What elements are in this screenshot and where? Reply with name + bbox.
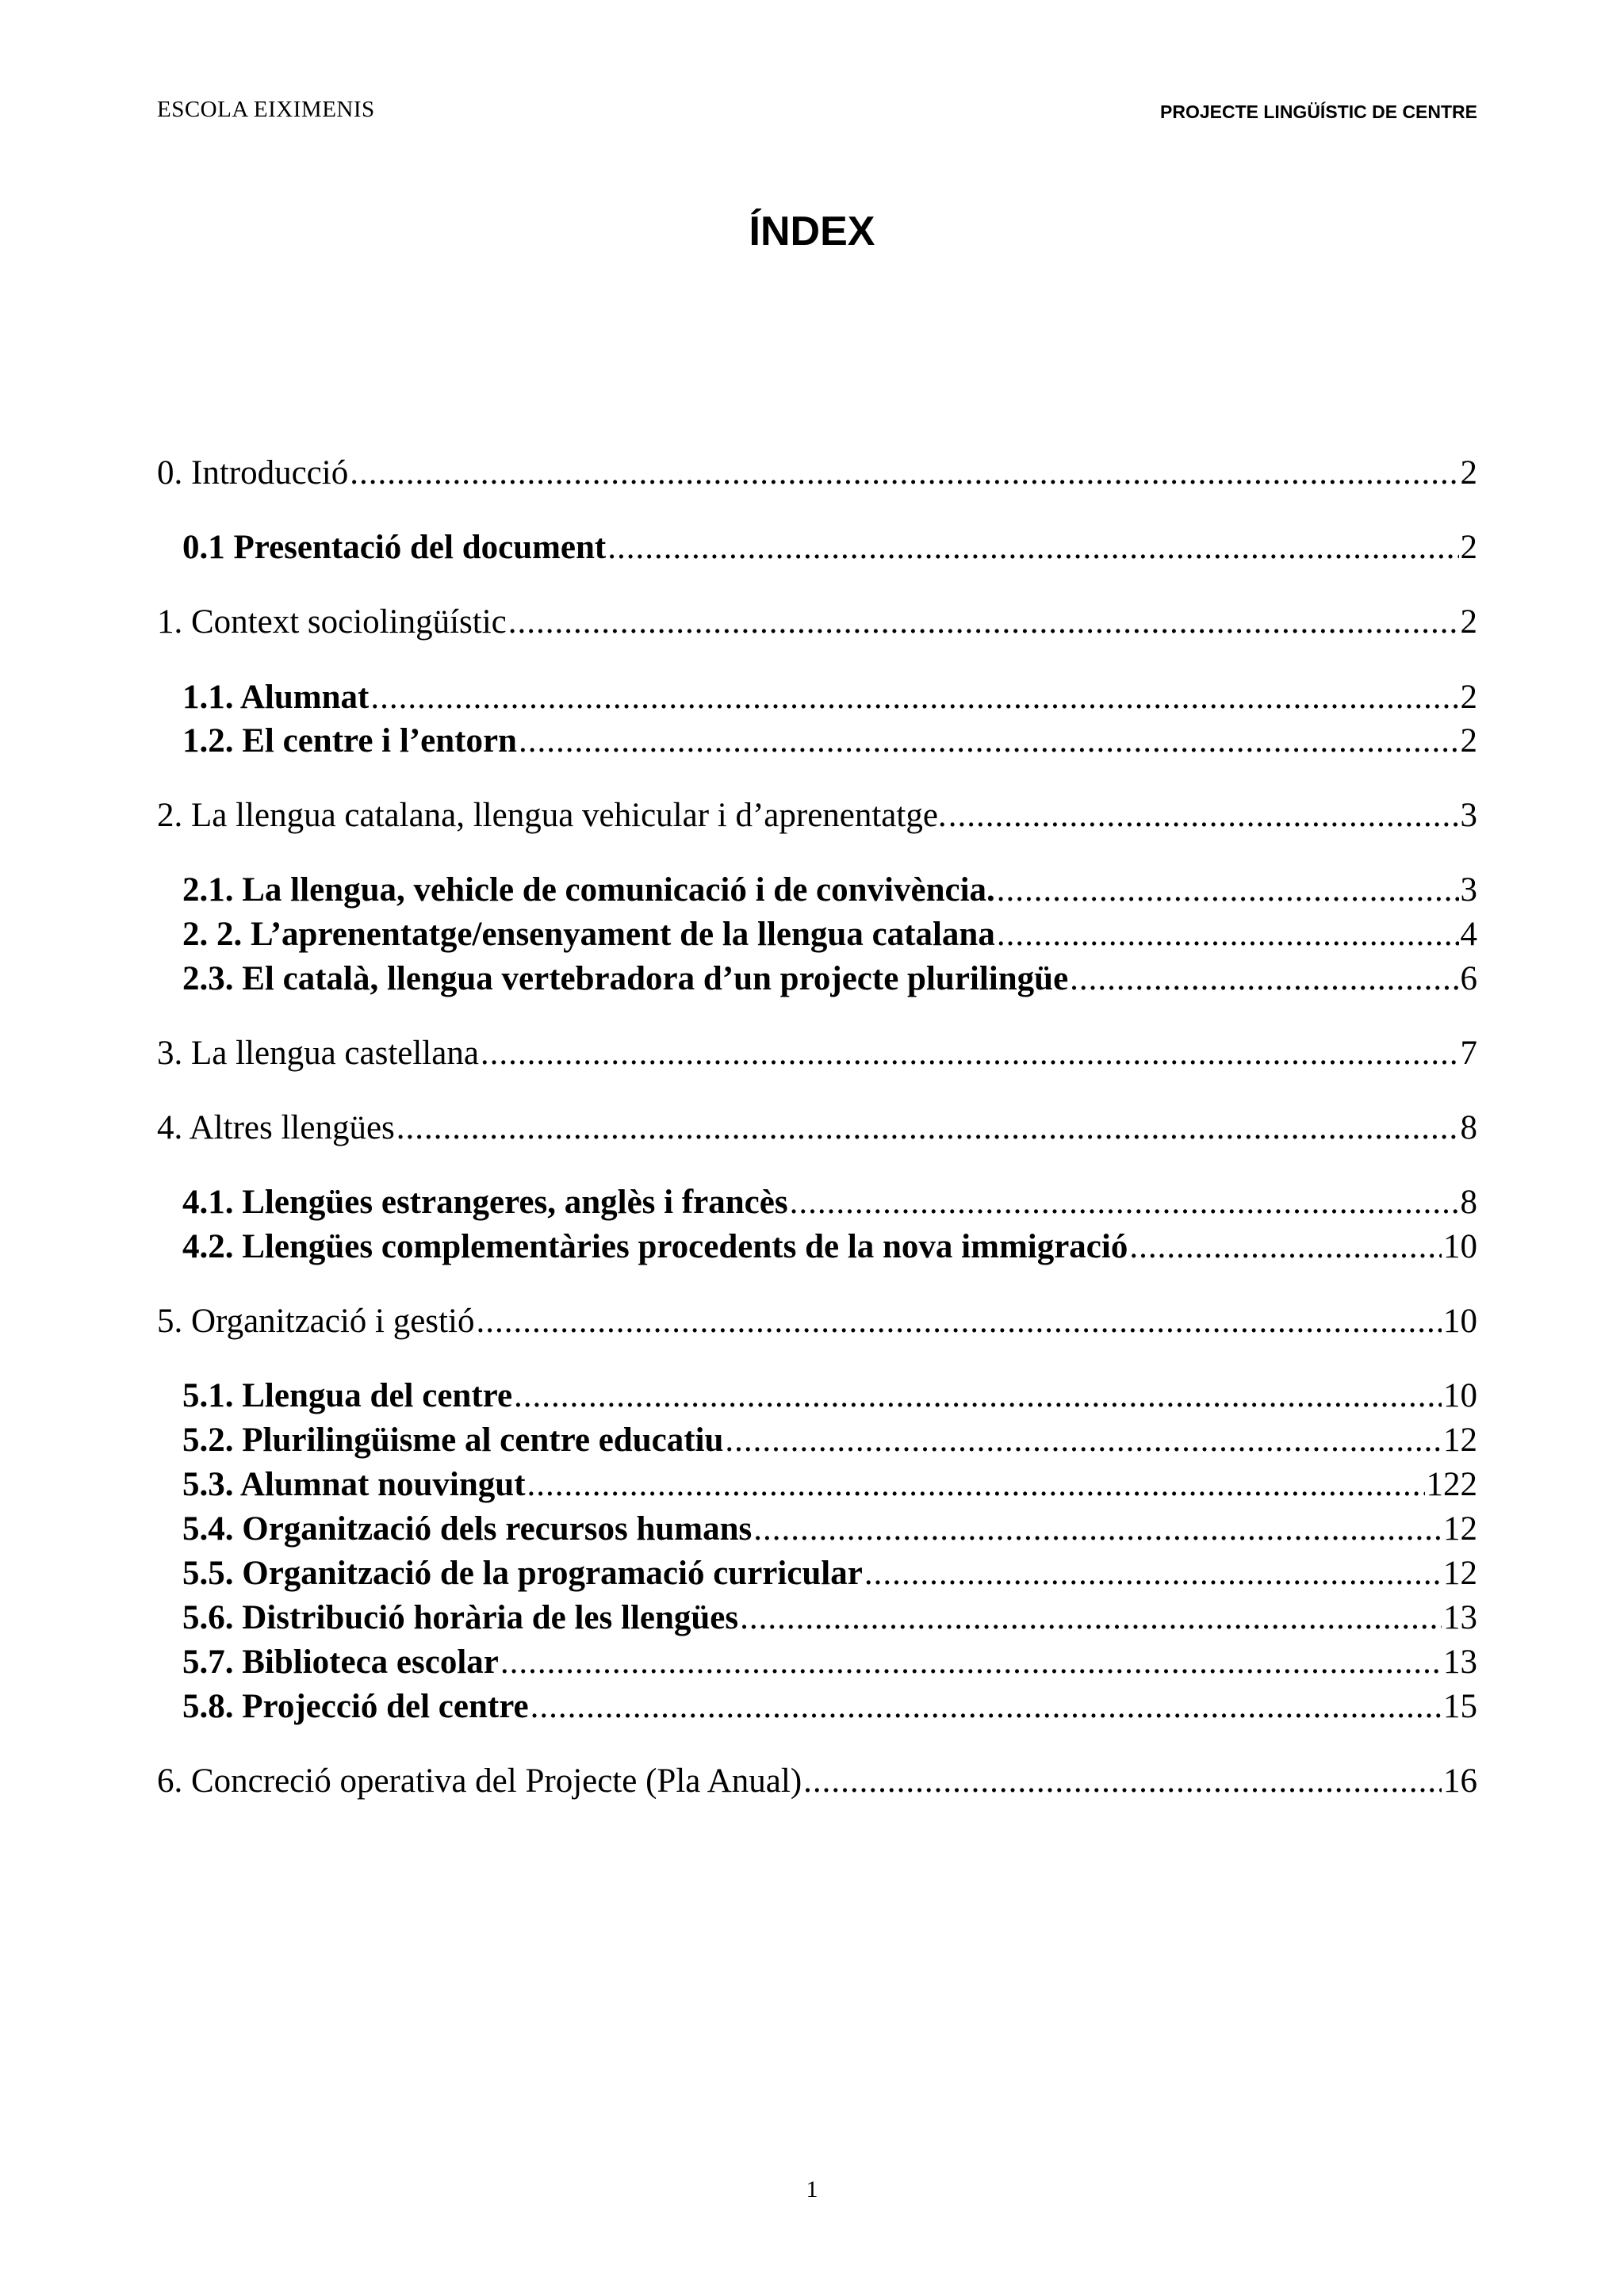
toc-entry[interactable] xyxy=(157,1034,1477,1073)
toc-entry-label: 5.3. Alumnat nouvingut xyxy=(182,1466,526,1503)
toc-entry-label: 5.6. Distribució horària de les llengües xyxy=(182,1599,739,1636)
toc-entry-label: 4.2. Llengües complementàries procedents de la nova immigració xyxy=(182,1228,1128,1265)
toc-entry[interactable] xyxy=(182,1227,1477,1266)
toc-entry-page: 15 xyxy=(1443,1688,1477,1725)
toc-dot-leader xyxy=(740,1598,1442,1637)
toc-dot-leader xyxy=(519,721,1459,760)
toc-dot-leader xyxy=(997,871,1459,909)
toc-entry-label: 1.1. Alumnat xyxy=(182,679,370,716)
toc-entry-page: 12 xyxy=(1443,1422,1477,1459)
toc-entry-page: 2 xyxy=(1460,603,1477,641)
toc-entry[interactable] xyxy=(182,959,1477,998)
toc-entry-page: 8 xyxy=(1460,1109,1477,1146)
toc-entry-label: 3. La llengua castellana xyxy=(157,1035,479,1072)
toc-entry-label: 2. La llengua catalana, llengua vehicular i d’aprenentatge. xyxy=(157,797,947,834)
toc-dot-leader xyxy=(803,1762,1442,1800)
toc-dot-leader xyxy=(396,1108,1459,1147)
toc-entry-label: 0.1 Presentació del document xyxy=(182,529,607,566)
toc-entry-label: 5.8. Projecció del centre xyxy=(182,1688,529,1725)
toc-dot-leader xyxy=(790,1183,1459,1222)
toc-entry-page: 2 xyxy=(1460,679,1477,716)
toc-entry[interactable] xyxy=(182,1421,1477,1460)
toc-entry-page: 13 xyxy=(1443,1599,1477,1636)
toc-entry[interactable] xyxy=(182,1598,1477,1637)
toc-entry-label: 1.2. El centre i l’entorn xyxy=(182,722,517,760)
toc-entry-label: 5.4. Organització dels recursos humans xyxy=(182,1510,753,1548)
header-document-title: PROJECTE LINGÜÍSTIC DE CENTRE xyxy=(1160,101,1477,122)
toc-entry[interactable] xyxy=(182,1687,1477,1726)
toc-entry-page: 10 xyxy=(1443,1228,1477,1265)
toc-entry-label: 5.1. Llengua del centre xyxy=(182,1377,513,1414)
toc-entry[interactable] xyxy=(157,1108,1477,1147)
toc-entry-page: 12 xyxy=(1443,1555,1477,1592)
toc-entry-label: 0. Introducció xyxy=(157,454,349,492)
page-title: ÍNDEX xyxy=(749,209,875,254)
toc-dot-leader xyxy=(476,1302,1442,1341)
toc-dot-leader xyxy=(948,796,1459,835)
toc-entry-label: 5. Organització i gestió xyxy=(157,1303,475,1340)
toc-entry-page: 10 xyxy=(1443,1303,1477,1340)
toc-dot-leader xyxy=(753,1510,1442,1548)
toc-entry-page: 2 xyxy=(1460,722,1477,760)
toc-entry-page: 10 xyxy=(1443,1377,1477,1414)
toc-entry-page: 6 xyxy=(1460,960,1477,997)
toc-entry[interactable] xyxy=(157,453,1477,492)
toc-entry-page: 16 xyxy=(1443,1762,1477,1800)
page-number: 1 xyxy=(806,2176,818,2202)
toc-dot-leader xyxy=(370,678,1458,717)
toc-entry-label: 5.7. Biblioteca escolar xyxy=(182,1644,499,1681)
toc-entry-page: 4 xyxy=(1460,916,1477,953)
toc-entry-label: 1. Context sociolingüístic xyxy=(157,603,507,641)
toc-entry[interactable] xyxy=(157,796,1477,835)
toc-entry[interactable] xyxy=(182,528,1477,567)
toc-entry-label: 5.5. Organització de la programació curricular xyxy=(182,1555,863,1592)
toc-entry-page: 12 xyxy=(1443,1510,1477,1548)
toc-dot-leader xyxy=(607,528,1458,567)
toc-entry-page: 8 xyxy=(1460,1184,1477,1221)
toc-entry-label: 2.1. La llengua, vehicle de comunicació i de convivència. xyxy=(182,871,995,909)
toc-entry-label: 2.3. El català, llengua vertebradora d’un projecte plurilingüe xyxy=(182,960,1069,997)
toc-entry[interactable] xyxy=(182,678,1477,717)
toc-entry-page: 3 xyxy=(1460,797,1477,834)
toc-dot-leader xyxy=(350,453,1458,492)
toc-dot-leader xyxy=(725,1421,1442,1460)
toc-entry-label: 4.1. Llengües estrangeres, anglès i francès xyxy=(182,1184,788,1221)
toc-entry[interactable] xyxy=(182,1465,1477,1504)
toc-entry[interactable] xyxy=(182,721,1477,760)
toc-entry-page: 7 xyxy=(1460,1035,1477,1072)
toc-entry[interactable] xyxy=(182,1554,1477,1593)
toc-entry[interactable] xyxy=(157,1302,1477,1341)
toc-entry-page: 122 xyxy=(1426,1466,1477,1503)
toc-dot-leader xyxy=(997,915,1459,954)
toc-entry[interactable] xyxy=(157,603,1477,641)
toc-entry[interactable] xyxy=(182,1376,1477,1415)
toc-entry-label: 4. Altres llengües xyxy=(157,1109,395,1146)
toc-dot-leader xyxy=(508,603,1459,641)
toc-entry[interactable] xyxy=(182,871,1477,909)
toc-dot-leader xyxy=(527,1465,1425,1504)
toc-dot-leader xyxy=(481,1034,1459,1073)
toc-entry[interactable] xyxy=(182,1510,1477,1548)
toc-dot-leader xyxy=(530,1687,1442,1726)
toc-entry[interactable] xyxy=(182,1643,1477,1682)
toc-dot-leader xyxy=(864,1554,1442,1593)
toc-entry[interactable] xyxy=(182,915,1477,954)
header-school-name: ESCOLA EIXIMENIS xyxy=(157,97,375,122)
toc-dot-leader xyxy=(514,1376,1442,1415)
toc-entry-label: 5.2. Plurilingüisme al centre educatiu xyxy=(182,1422,724,1459)
toc-entry-page: 3 xyxy=(1460,871,1477,909)
toc-dot-leader xyxy=(500,1643,1442,1682)
toc-entry-page: 13 xyxy=(1443,1644,1477,1681)
toc-dot-leader xyxy=(1070,959,1458,998)
toc-entry-page: 2 xyxy=(1460,454,1477,492)
toc-entry-label: 6. Concreció operativa del Projecte (Pla Anual) xyxy=(157,1762,802,1800)
toc-dot-leader xyxy=(1129,1227,1442,1266)
toc-entry-page: 2 xyxy=(1460,529,1477,566)
toc-entry[interactable] xyxy=(157,1762,1477,1800)
toc-entry-label: 2. 2. L’aprenentatge/ensenyament de la llengua catalana xyxy=(182,916,995,953)
toc-entry[interactable] xyxy=(182,1183,1477,1222)
